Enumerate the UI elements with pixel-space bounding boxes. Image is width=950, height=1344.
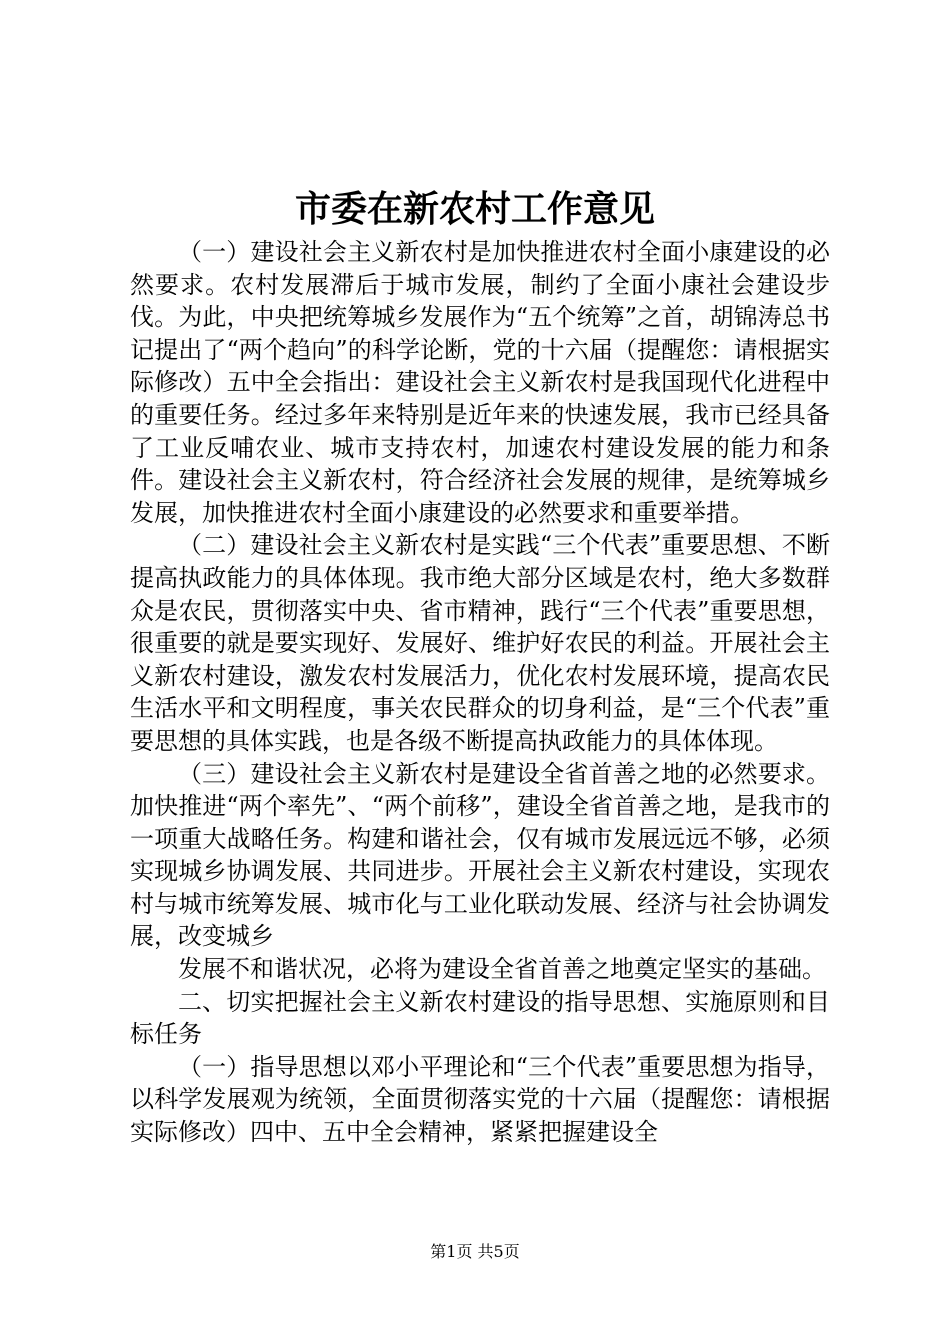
section-heading: 二、切实把握社会主义新农村建设的指导思想、实施原则和目标任务 xyxy=(130,987,830,1049)
paragraph-2: （二）建设社会主义新农村是实践“三个代表”重要思想、不断提高执政能力的具体体现。我市绝大部分区域是农村，绝大多数群众是农民，贯彻落实中央、省市精神，践行“三个代表”重要思想，很重要的就是要实现好、发展好、维护好农民的利益。开展社会主义新农村建设，激发农村发展活力，优化农村发展环境，提高农民生活水平和文明程度，事关农民群众的切身利益，是“三个代表”重要思想的具体实践，也是各级不断提高执政能力的具体体现。 xyxy=(130,531,830,755)
paragraph-5: （一）指导思想以邓小平理论和“三个代表”重要思想为指导，以科学发展观为统领，全面贯彻落实党的十六届（提醒您：请根据实际修改）四中、五中全会精神，紧紧把握建设全 xyxy=(130,1052,830,1147)
page-footer: 第1页 共5页 xyxy=(430,1242,520,1261)
paragraph-4: 发展不和谐状况，必将为建设全省首善之地奠定坚实的基础。 xyxy=(178,955,826,984)
document-body xyxy=(130,236,830,1149)
document-title: 市委在新农村工作意见 xyxy=(294,188,655,230)
paragraph-3: （三）建设社会主义新农村是建设全省首善之地的必然要求。加快推进“两个率先”、“两个前移”，建设全省首善之地，是我市的一项重大战略任务。构建和谐社会，仅有城市发展远远不够，必须实现城乡协调发展、共同进步。开展社会主义新农村建设，实现农村与城市统筹发展、城市化与工业化联动发展、经济与社会协调发展，改变城乡 xyxy=(130,759,830,951)
paragraph-1: （一）建设社会主义新农村是加快推进农村全面小康建设的必然要求。农村发展滞后于城市发展，制约了全面小康社会建设步伐。为此，中央把统筹城乡发展作为“五个统筹”之首，胡锦涛总书记提出了“两个趋向”的科学论断，党的十六届（提醒您：请根据实际修改）五中全会指出：建设社会主义新农村是我国现代化进程中的重要任务。经过多年来特别是近年来的快速发展，我市已经具备了工业反哺农业、城市支持农村，加速农村建设发展的能力和条件。建设社会主义新农村，符合经济社会发展的规律，是统筹城乡发展，加快推进农村全面小康建设的必然要求和重要举措。 xyxy=(130,238,830,527)
